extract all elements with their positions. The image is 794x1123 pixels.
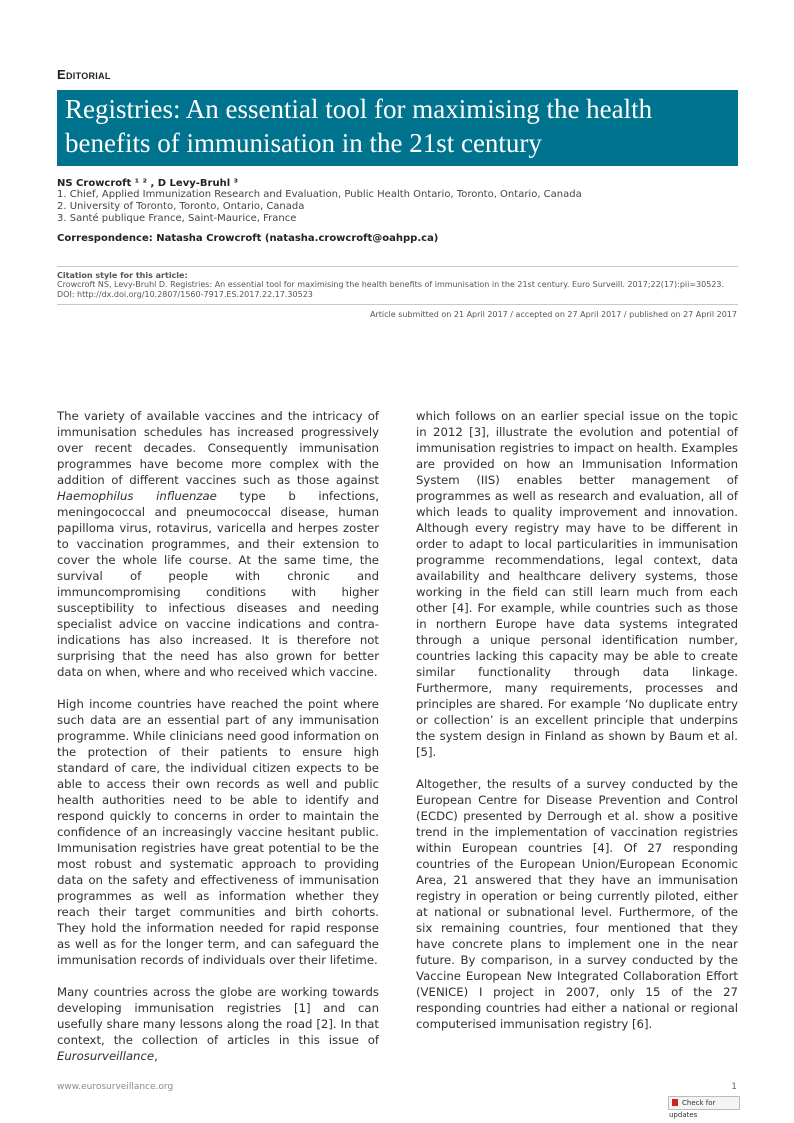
paragraph: Altogether, the results of a survey conducted by the European Centre for Disease Prevention and Control (ECDC) presented by Derrough et al. show a positive trend in the implementation of vaccination registries within European countries [4]. Of 27 responding countries of the European Union/European Economic Area, 21 answered that they have an immunisation registry in operation or being currently piloted, either at national or subnational level. Furthermore, of the six remaining countries, four mentioned that they have concrete plans to implement one in the near future. By comparison, in a survey conducted by the Vaccine European New Integrated Collaboration Effort (VENICE) I project in 2007, only 15 of the 27 responding countries had either a national or regional computerised immunisation registry [6].: [416, 777, 738, 1031]
check-for-updates-label: Check for updates: [669, 1099, 716, 1119]
paragraph: High income countries have reached the point where such data are an essential part of any immunisation programme. While clinicians need good information on the protection of their patients to ensure high standard of care, the individual citizen expects to be able to access their own records as well and public health authorities need to be able to identify and respond quickly to concerns in order to maintain the confidence of an increasingly vaccine hesitant public. Immunisation registries have great potential to be the most robust and systematic approach to providing data on the safety and effectiveness of immunisation programmes as well as information whether they reach their target communities and birth cohorts. They hold the information needed for rapid response as well as for the longer term, and can safeguard the immunisation records of individuals over their lifetime.: [57, 697, 379, 967]
correspondence: Correspondence: Natasha Crowcroft (natasha.crowcroft@oahpp.ca): [57, 233, 439, 244]
page-number: 1: [731, 1082, 737, 1092]
divider: [57, 266, 738, 267]
citation-text: Crowcroft NS, Levy-Bruhl D. Registries: An essential tool for maximising the health benefits of immunisation in the 21st century. Euro Surveill. 2017;22(17):pii=30523. DOI: http://dx.doi.org/10.2807/1560-7917.ES.2017.22.17.30523: [57, 280, 725, 299]
footer-link[interactable]: www.eurosurveillance.org: [57, 1082, 174, 1092]
citation-heading: Citation style for this article:: [57, 271, 188, 280]
paragraph: The variety of available vaccines and the intricacy of immunisation schedules has increased progressively over recent decades. Consequently immunisation programmes have become more complex with the addition of different vaccines such as those against Haemophilus influenzae type b infections, meningococcal and pneumococcal disease, human papilloma virus, rotavirus, varicella and herpes zoster to vaccination programmes, and their extension to cover the whole life course. At the same time, the survival of people with chronic and immuncompromising conditions with higher susceptibility to infectious diseases and needing specialist advice on vaccine indications and contra-indications has also increased. It is therefore not surprising that the need has also grown for better data on when, where and who received which vaccine.: [57, 409, 379, 679]
divider: [57, 304, 738, 305]
affiliation-item: 3. Santé publique France, Saint-Maurice, France: [57, 213, 297, 224]
authors: NS Crowcroft ¹ ² , D Levy-Bruhl ³: [57, 178, 238, 189]
affiliations: [57, 189, 582, 225]
right-column: [416, 408, 738, 1048]
left-column: [57, 408, 379, 1080]
paragraph: which follows on an earlier special issue on the topic in 2012 [3], illustrate the evolution and potential of immunisation registries to impact on health. Examples are provided on how an Immunisation Information System (IIS) enables better management of programmes as well as research and evaluation, all of which leads to quality improvement and innovation. Although every registry may have to be different in order to adapt to local particularities in immunisation programme recommendations, legal context, data availability and healthcare delivery systems, those working in the field can still learn much from each other [4]. For example, while countries such as those in northern Europe have data systems integrated through a unique personal identification number, countries lacking this capacity may be able to create similar functionality through data linkage. Furthermore, many requirements, processes and principles are shared. For example ‘No duplicate entry or collection’ is an excellent principle that underpins the system design in Finland as shown by Baum et al. [5].: [416, 409, 738, 759]
check-for-updates-button[interactable]: [668, 1096, 740, 1119]
affiliation-item: 2. University of Toronto, Toronto, Ontario, Canada: [57, 201, 305, 212]
article-title: Registries: An essential tool for maximising the health benefits of immunisation in the 21st century: [65, 94, 653, 158]
paragraph: Many countries across the globe are working towards developing immunisation registries [1] and can usefully share many lessons along the road [2]. In that context, the collection of articles in this issue of Eurosurveillance,: [57, 985, 379, 1063]
submission-dates: Article submitted on 21 April 2017 / accepted on 27 April 2017 / published on 27 April 2017: [369, 310, 737, 319]
affiliation-item: 1. Chief, Applied Immunization Research and Evaluation, Public Health Ontario, Toronto, Ontario, Canada: [57, 189, 582, 200]
title-banner: [57, 90, 738, 166]
crossmark-icon: [672, 1099, 678, 1106]
section-label: Editorial: [57, 67, 111, 82]
